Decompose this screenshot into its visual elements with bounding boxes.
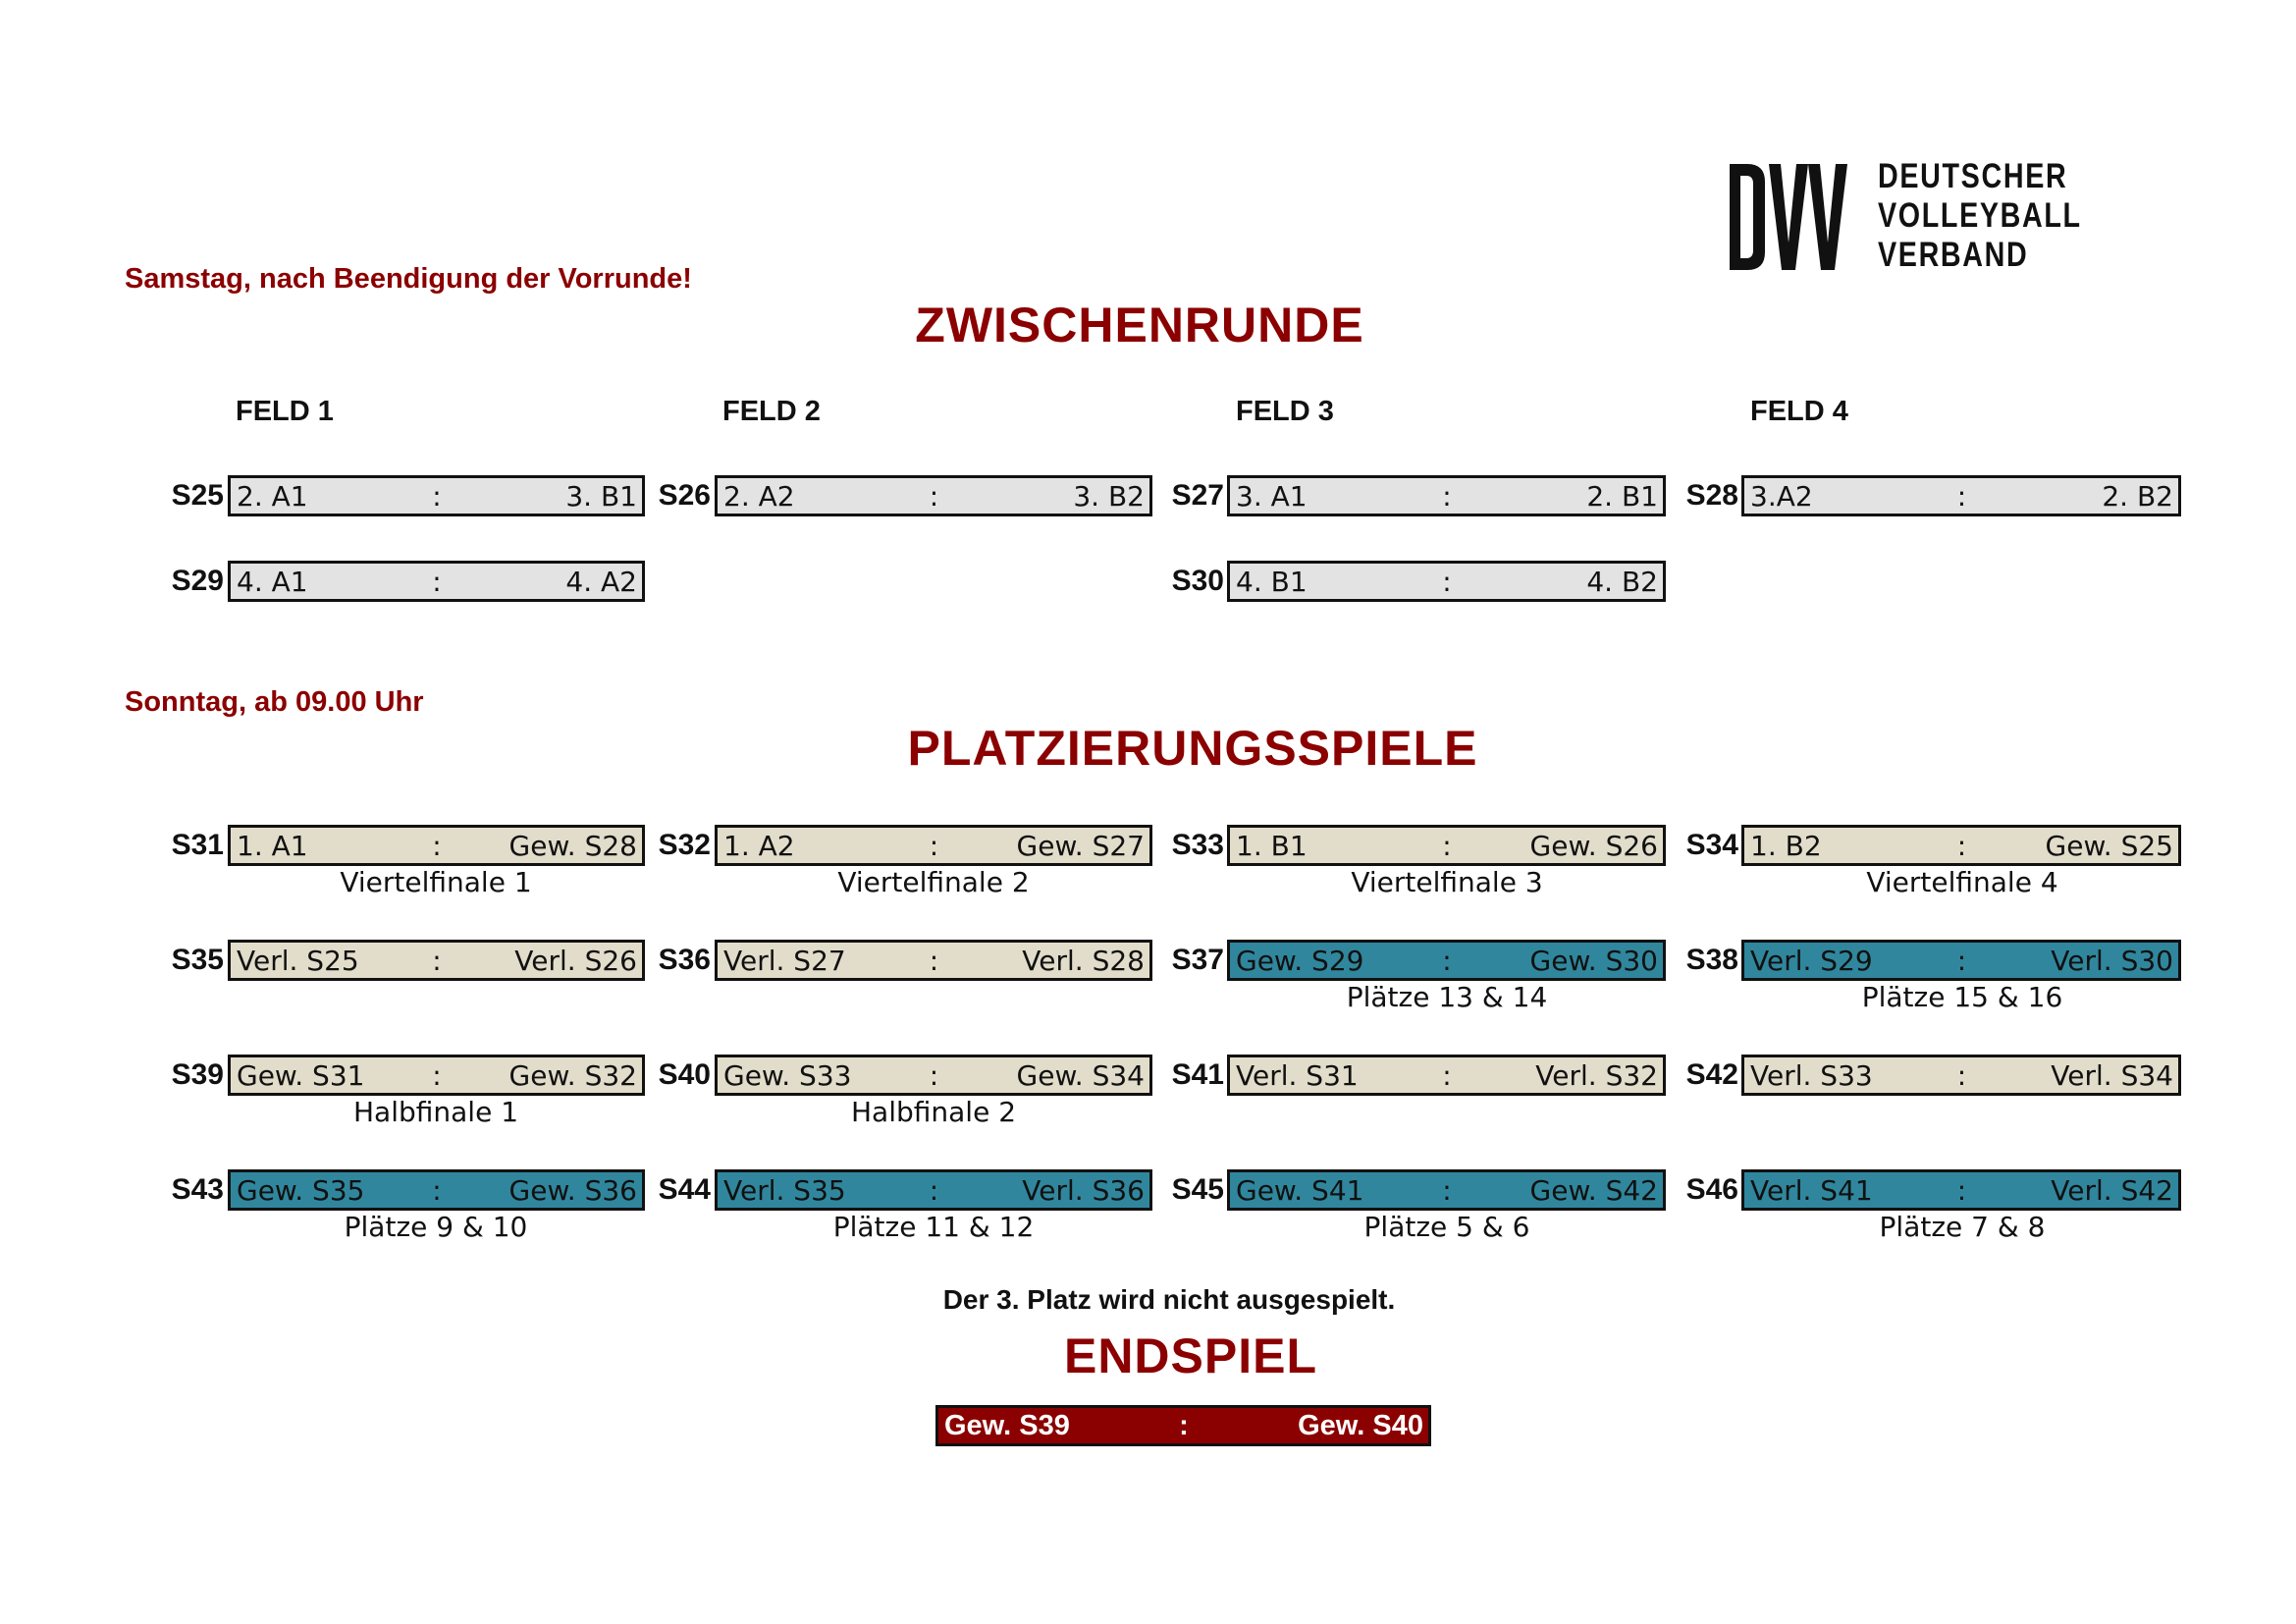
match-home: Verl. S29: [1750, 944, 1873, 977]
match-home: Verl. S41: [1750, 1173, 1873, 1207]
match-home: Gew. S31: [237, 1058, 365, 1092]
field-1-title: FELD 1: [236, 396, 334, 427]
match-s38: [1741, 940, 2181, 981]
match-away: Gew. S34: [1016, 1058, 1145, 1092]
dvv-logo-wordmark: [1878, 157, 2082, 275]
match-away: Gew. S36: [508, 1173, 637, 1207]
match-away: Gew. S32: [508, 1058, 637, 1092]
match-home: Verl. S25: [237, 944, 359, 977]
match-separator: :: [929, 944, 939, 977]
game-id-s45: S45: [1171, 1173, 1224, 1206]
match-separator: :: [929, 1173, 939, 1207]
match-home: Verl. S35: [723, 1173, 846, 1207]
match-home: Verl. S33: [1750, 1058, 1873, 1092]
match-away: Gew. S40: [1298, 1409, 1424, 1441]
match-home: Gew. S39: [944, 1409, 1070, 1441]
game-id-s31: S31: [171, 829, 224, 861]
game-id-s32: S32: [658, 829, 711, 861]
match-away: Verl. S30: [2051, 944, 2173, 977]
match-separator: :: [1956, 1173, 1967, 1207]
match-separator: :: [1442, 1173, 1452, 1207]
match-caption-s37: Plätze 13 & 14: [1346, 981, 1548, 1013]
match-away: Verl. S32: [1535, 1058, 1658, 1092]
game-id-s33: S33: [1171, 829, 1224, 861]
match-home: 3.A2: [1750, 479, 1813, 513]
match-separator: :: [432, 1173, 442, 1207]
match-s31: [228, 825, 645, 866]
match-home: Gew. S41: [1236, 1173, 1364, 1207]
match-caption-s43: Plätze 9 & 10: [344, 1211, 528, 1243]
game-id-s40: S40: [658, 1058, 711, 1091]
platzierungsspiele-title: PLATZIERUNGSSPIELE: [907, 721, 1478, 776]
match-caption-s45: Plätze 5 & 6: [1363, 1211, 1530, 1243]
match-home: Gew. S29: [1236, 944, 1364, 977]
match-separator: :: [929, 829, 939, 862]
match-home: 2. A2: [723, 479, 795, 513]
match-separator: :: [1956, 1058, 1967, 1092]
match-separator: :: [929, 1058, 939, 1092]
dvv-logo-mark: [1730, 164, 1847, 270]
field-2-title: FELD 2: [722, 396, 821, 427]
match-separator: :: [1442, 944, 1452, 977]
field-4-title: FELD 4: [1750, 396, 1848, 427]
game-id-s38: S38: [1685, 944, 1738, 976]
match-s42: [1741, 1055, 2181, 1096]
match-away: 4. B2: [1586, 565, 1658, 598]
match-home: 4. A1: [237, 565, 308, 598]
match-home: 4. B1: [1236, 565, 1308, 598]
match-caption-s38: Plätze 15 & 16: [1861, 981, 2063, 1013]
match-home: 3. A1: [1236, 479, 1308, 513]
match-separator: :: [432, 565, 442, 598]
third-place-note: Der 3. Platz wird nicht ausgespielt.: [942, 1284, 1396, 1315]
match-s32: [715, 825, 1152, 866]
match-s43: [228, 1169, 645, 1211]
logo-line-1: DEUTSCHER: [1878, 157, 2068, 195]
zwischenrunde-title: ZWISCHENRUNDE: [915, 298, 1364, 352]
match-separator: :: [432, 479, 442, 513]
game-id-s41: S41: [1171, 1058, 1224, 1091]
match-caption-s44: Plätze 11 & 12: [832, 1211, 1035, 1243]
game-id-s36: S36: [658, 944, 711, 976]
match-away: Gew. S27: [1016, 829, 1145, 862]
match-s37: [1227, 940, 1666, 981]
match-home: Verl. S31: [1236, 1058, 1359, 1092]
game-id-s39: S39: [171, 1058, 224, 1091]
match-separator: :: [1956, 479, 1967, 513]
match-s26: [715, 475, 1152, 516]
match-away: Verl. S42: [2051, 1173, 2173, 1207]
match-s27: [1227, 475, 1666, 516]
match-caption-s34: Viertelfinale 4: [1866, 866, 2058, 898]
match-home: Verl. S27: [723, 944, 846, 977]
match-away: Gew. S26: [1529, 829, 1658, 862]
match-caption-s33: Viertelfinale 3: [1351, 866, 1543, 898]
match-caption-s39: Halbfinale 1: [352, 1096, 519, 1128]
match-away: 3. B2: [1073, 479, 1145, 513]
endspiel-title: ENDSPIEL: [1063, 1328, 1318, 1383]
match-away: Verl. S36: [1022, 1173, 1145, 1207]
logo-line-2: VOLLEYBALL: [1878, 196, 2082, 235]
match-away: Gew. S30: [1529, 944, 1658, 977]
match-s30: [1227, 561, 1666, 602]
match-separator: :: [432, 829, 442, 862]
game-id-s35: S35: [171, 944, 224, 976]
game-id-s44: S44: [658, 1173, 711, 1206]
match-s34: [1741, 825, 2181, 866]
logo-line-3: VERBAND: [1878, 236, 2029, 274]
match-away: Gew. S25: [2045, 829, 2173, 862]
match-s33: [1227, 825, 1666, 866]
match-home: 2. A1: [237, 479, 308, 513]
match-home: 1. B2: [1750, 829, 1822, 862]
match-separator: :: [432, 1058, 442, 1092]
match-caption-s46: Plätze 7 & 8: [1879, 1211, 2046, 1243]
match-separator: :: [432, 944, 442, 977]
match-separator: :: [1442, 1058, 1452, 1092]
game-id-s46: S46: [1685, 1173, 1738, 1206]
match-caption-s31: Viertelfinale 1: [340, 866, 532, 898]
game-id-s43: S43: [171, 1173, 224, 1206]
match-s29: [228, 561, 645, 602]
match-away: Gew. S28: [508, 829, 637, 862]
game-id-s25: S25: [171, 479, 224, 512]
saturday-note: Samstag, nach Beendigung der Vorrunde!: [125, 263, 692, 295]
match-final: [935, 1405, 1431, 1446]
match-caption-s40: Halbfinale 2: [850, 1096, 1017, 1128]
match-separator: :: [1956, 944, 1967, 977]
match-home: 1. A1: [237, 829, 308, 862]
match-separator: :: [1956, 829, 1967, 862]
match-away: Verl. S28: [1022, 944, 1145, 977]
match-separator: :: [1442, 479, 1452, 513]
match-separator: :: [1442, 829, 1452, 862]
match-s39: [228, 1055, 645, 1096]
match-s28: [1741, 475, 2181, 516]
match-home: Gew. S33: [723, 1058, 852, 1092]
match-s36: [715, 940, 1152, 981]
match-s41: [1227, 1055, 1666, 1096]
match-s40: [715, 1055, 1152, 1096]
match-away: 4. A2: [565, 565, 637, 598]
match-home: Gew. S35: [237, 1173, 365, 1207]
match-home: 1. A2: [723, 829, 795, 862]
game-id-s42: S42: [1685, 1058, 1738, 1091]
game-id-s28: S28: [1685, 479, 1738, 512]
game-id-s27: S27: [1171, 479, 1224, 512]
field-3-title: FELD 3: [1236, 396, 1334, 427]
game-id-s37: S37: [1171, 944, 1224, 976]
match-caption-s32: Viertelfinale 2: [837, 866, 1030, 898]
game-id-s30: S30: [1171, 565, 1224, 597]
match-separator: :: [1179, 1409, 1189, 1441]
match-home: 1. B1: [1236, 829, 1308, 862]
match-separator: :: [1442, 565, 1452, 598]
match-s45: [1227, 1169, 1666, 1211]
game-id-s29: S29: [171, 565, 224, 597]
game-id-s26: S26: [658, 479, 711, 512]
game-id-s34: S34: [1685, 829, 1738, 861]
match-away: 3. B1: [565, 479, 637, 513]
sunday-note: Sonntag, ab 09.00 Uhr: [125, 686, 424, 718]
match-s44: [715, 1169, 1152, 1211]
match-s25: [228, 475, 645, 516]
match-away: 2. B2: [2102, 479, 2173, 513]
match-away: Verl. S34: [2051, 1058, 2173, 1092]
match-separator: :: [929, 479, 939, 513]
match-away: 2. B1: [1586, 479, 1658, 513]
match-away: Gew. S42: [1529, 1173, 1658, 1207]
match-away: Verl. S26: [514, 944, 637, 977]
match-s46: [1741, 1169, 2181, 1211]
match-s35: [228, 940, 645, 981]
